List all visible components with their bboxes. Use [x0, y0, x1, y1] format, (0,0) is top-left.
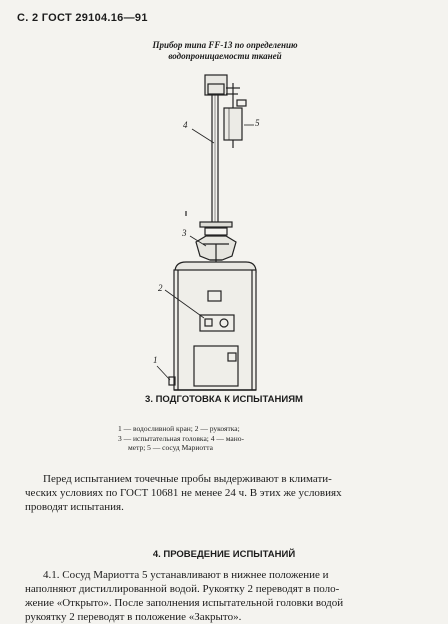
legend-line-1: 1 — водосливной кран; 2 — рукоятка; [118, 424, 240, 433]
section-4-line-1: 4.1. Сосуд Мариотта 5 устанавливают в нижнее положение и [43, 569, 329, 581]
callout-2: 2 [158, 283, 163, 293]
page-header: С. 2 ГОСТ 29104.16—91 [17, 12, 148, 24]
figure-title-line-2: водопроницаемости тканей [168, 51, 282, 61]
callout-5: 5 [255, 118, 260, 128]
legend-line-3: метр; 5 — сосуд Мариотта [128, 443, 214, 452]
section-3-heading: 3. ПОДГОТОВКА К ИСПЫТАНИЯМ [145, 394, 303, 405]
section-4-line-2: наполняют дистиллированной водой. Рукоятку 2 переводят в поло- [25, 583, 340, 595]
callout-1: 1 [153, 355, 158, 365]
section-3-line-2: ческих условиях по ГОСТ 10681 не менее 24 ч. В этих же условиях [25, 487, 342, 499]
section-4-line-4: рукоятку 2 переводят в положение «Закрыто». [25, 611, 242, 623]
cabinet [174, 270, 256, 390]
figure-title-line-1: Прибор типа FF-13 по определению [152, 40, 298, 50]
section-3-paragraph [25, 472, 417, 514]
section-4-paragraph [25, 568, 417, 624]
figure-legend [118, 424, 348, 453]
legend-line-2: 3 — испытательная головка; 4 — мано- [118, 433, 245, 443]
callout-3: 3 [182, 228, 187, 238]
section-4-line-3: жение «Открыто». После заполнения испытательной головки водой [25, 597, 344, 609]
callout-4: 4 [183, 120, 188, 130]
section-3-line-1: Перед испытанием точечные пробы выдерживают в климати- [43, 473, 332, 485]
section-3-line-3: проводят испытания. [25, 501, 124, 513]
section-4-heading: 4. ПРОВЕДЕНИЕ ИСПЫТАНИЙ [152, 549, 296, 560]
mariotte-vessel [224, 108, 242, 140]
